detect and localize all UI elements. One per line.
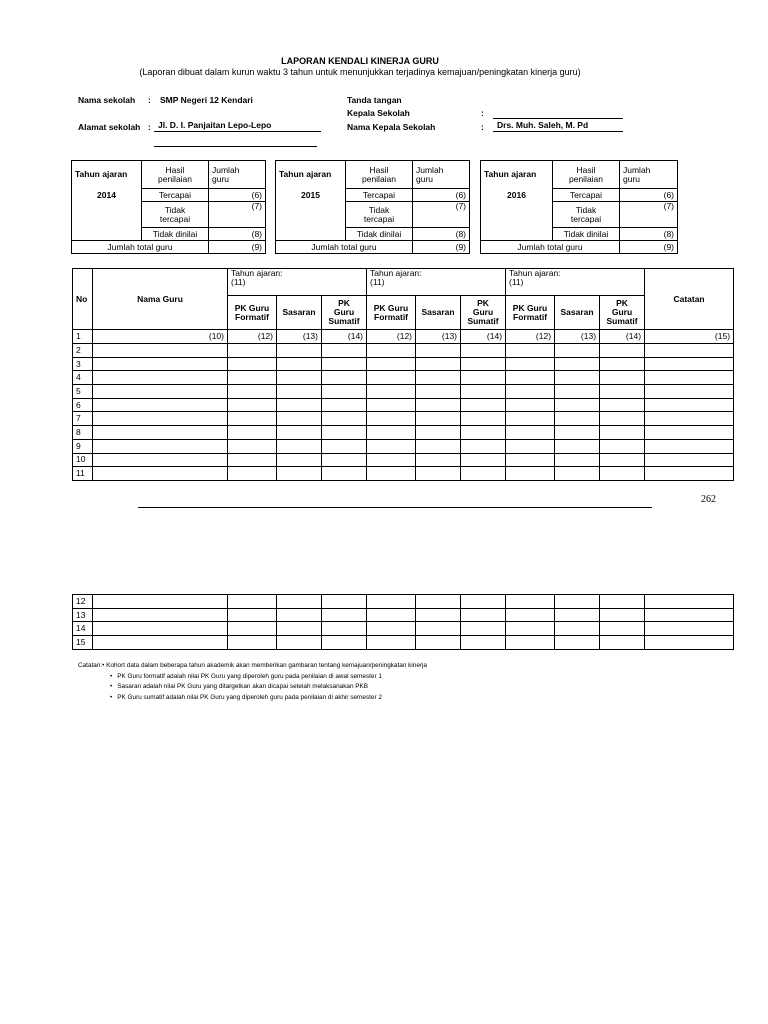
table-cell[interactable] [277, 453, 322, 467]
table-cell[interactable] [645, 357, 734, 371]
col-target-header: Sasaran [416, 296, 461, 330]
table-cell[interactable] [93, 608, 228, 622]
sign-label-2: Kepala Sekolah [347, 108, 410, 118]
summary-not-assessed: Tidak dinilai [553, 228, 620, 241]
footnote-list [78, 672, 427, 704]
table-cell[interactable] [367, 636, 416, 650]
table-cell[interactable] [93, 636, 228, 650]
summary-year-blank [276, 228, 346, 241]
table-cell[interactable] [93, 357, 228, 371]
summary-count-header: Jumlah guru [620, 161, 678, 189]
row-number: 4 [73, 371, 93, 385]
table-cell[interactable] [322, 385, 367, 399]
table-cell[interactable] [277, 412, 322, 426]
table-cell[interactable] [600, 412, 645, 426]
table-row [73, 385, 734, 399]
table-cell[interactable] [506, 426, 555, 440]
table-cell[interactable] [228, 398, 277, 412]
table-cell[interactable] [367, 608, 416, 622]
table-cell[interactable] [461, 398, 506, 412]
table-cell[interactable] [93, 439, 228, 453]
principal-value: Drs. Muh. Saleh, M. Pd [493, 120, 623, 132]
address-sep: : [148, 122, 151, 132]
summary-not-achieved: Tidak tercapai [553, 202, 620, 228]
row-number: 13 [73, 608, 93, 622]
table-cell[interactable] [367, 595, 416, 609]
table-cell[interactable] [555, 467, 600, 481]
table-cell[interactable] [506, 453, 555, 467]
principal-label: Nama Kepala Sekolah [347, 122, 436, 132]
code-name: (10) [93, 330, 228, 344]
table-cell[interactable] [277, 595, 322, 609]
summary-year-blank [72, 202, 142, 228]
table-cell[interactable] [416, 636, 461, 650]
table-cell[interactable] [416, 453, 461, 467]
summary-year-blank [481, 202, 553, 228]
table-cell[interactable] [600, 439, 645, 453]
summary-table-1 [71, 160, 266, 254]
summary-year-value: 2015 [276, 189, 346, 202]
table-cell[interactable] [461, 453, 506, 467]
table-cell[interactable] [600, 467, 645, 481]
table-cell[interactable] [645, 398, 734, 412]
table-cell[interactable] [416, 412, 461, 426]
table-row [73, 398, 734, 412]
row-number: 1 [73, 330, 93, 344]
summary-achieved: Tercapai [346, 189, 413, 202]
table-cell[interactable] [228, 357, 277, 371]
table-cell[interactable] [600, 344, 645, 358]
summary-code: (8) [209, 228, 266, 241]
summary-achieved: Tercapai [142, 189, 209, 202]
summary-not-achieved: Tidak tercapai [346, 202, 413, 228]
table-cell[interactable] [461, 622, 506, 636]
table-cell[interactable] [277, 371, 322, 385]
summary-code: (8) [620, 228, 678, 241]
table-cell[interactable] [277, 608, 322, 622]
table-cell[interactable] [600, 385, 645, 399]
table-cell[interactable] [506, 398, 555, 412]
table-cell[interactable] [93, 453, 228, 467]
table-cell[interactable] [555, 385, 600, 399]
table-cell[interactable] [600, 371, 645, 385]
page-title: LAPORAN KENDALI KINERJA GURU [281, 56, 439, 66]
summary-code: (7) [620, 202, 678, 228]
table-cell[interactable] [228, 467, 277, 481]
table-cell[interactable] [555, 636, 600, 650]
footnote-item: • PK Guru sumatif adalah nilai PK Guru yang diperoleh guru pada penilaian di akhir semester 2 [120, 693, 427, 704]
sign-sep: : [481, 108, 484, 118]
summary-total: Jumlah total guru [276, 241, 413, 254]
col-formative-header: PK Guru Formatif [367, 296, 416, 330]
table-cell[interactable] [228, 344, 277, 358]
school-value: SMP Negeri 12 Kendari [160, 95, 253, 105]
summary-not-achieved: Tidak tercapai [142, 202, 209, 228]
code-formative: (12) [506, 330, 555, 344]
table-cell[interactable] [645, 439, 734, 453]
row-number: 11 [73, 467, 93, 481]
code-formative: (12) [228, 330, 277, 344]
summary-code: (6) [413, 189, 470, 202]
table-row [73, 439, 734, 453]
table-cell[interactable] [461, 426, 506, 440]
summary-year-value: 2016 [481, 189, 553, 202]
table-cell[interactable] [461, 636, 506, 650]
table-cell[interactable] [416, 467, 461, 481]
table-cell[interactable] [93, 371, 228, 385]
table-cell[interactable] [367, 453, 416, 467]
table-cell[interactable] [461, 608, 506, 622]
table-cell[interactable] [367, 385, 416, 399]
table-cell[interactable] [277, 426, 322, 440]
code-formative: (12) [367, 330, 416, 344]
table-cell[interactable] [228, 412, 277, 426]
row-number: 14 [73, 622, 93, 636]
code-summative: (14) [600, 330, 645, 344]
row-number: 7 [73, 412, 93, 426]
table-row [73, 636, 734, 650]
table-cell[interactable] [277, 344, 322, 358]
summary-year-header: Tahun ajaran [72, 161, 142, 189]
school-label: Nama sekolah [78, 95, 136, 105]
table-cell[interactable] [645, 608, 734, 622]
table-cell[interactable] [277, 622, 322, 636]
table-cell[interactable] [228, 622, 277, 636]
table-cell[interactable] [506, 371, 555, 385]
summary-code: (7) [209, 202, 266, 228]
row-number: 6 [73, 398, 93, 412]
code-summative: (14) [461, 330, 506, 344]
summary-code: (6) [209, 189, 266, 202]
table-cell[interactable] [228, 385, 277, 399]
col-summative-header: PK Guru Sumatif [600, 296, 645, 330]
table-cell[interactable] [461, 371, 506, 385]
table-cell[interactable] [322, 595, 367, 609]
table-cell[interactable] [506, 357, 555, 371]
table-row [73, 344, 734, 358]
table-cell[interactable] [322, 398, 367, 412]
table-cell[interactable] [322, 357, 367, 371]
table-cell[interactable] [322, 371, 367, 385]
table-cell[interactable] [555, 622, 600, 636]
table-cell[interactable] [645, 453, 734, 467]
table-cell[interactable] [555, 439, 600, 453]
summary-year-header: Tahun ajaran [276, 161, 346, 189]
row-number: 12 [73, 595, 93, 609]
table-cell[interactable] [416, 439, 461, 453]
summary-year-value: 2014 [72, 189, 142, 202]
col-year-header: Tahun ajaran: (11) [228, 269, 367, 296]
teacher-table [72, 268, 734, 481]
signature-line [493, 118, 623, 119]
principal-sep: : [481, 122, 484, 132]
col-name-header: Nama Guru [93, 269, 228, 330]
row-number: 2 [73, 344, 93, 358]
table-cell[interactable] [506, 439, 555, 453]
table-cell[interactable] [645, 412, 734, 426]
table-cell[interactable] [322, 439, 367, 453]
address-line-2 [154, 146, 317, 147]
table-cell[interactable] [322, 344, 367, 358]
table-row [73, 467, 734, 481]
row-number: 9 [73, 439, 93, 453]
table-cell[interactable] [367, 398, 416, 412]
footnote-item: • Sasaran adalah nilai PK Guru yang ditargetkan akan dicapai setelah melaksanakan PKB [120, 682, 427, 693]
table-cell[interactable] [93, 622, 228, 636]
table-cell[interactable] [416, 344, 461, 358]
table-cell[interactable] [461, 595, 506, 609]
table-cell[interactable] [416, 398, 461, 412]
table-cell[interactable] [506, 636, 555, 650]
summary-total: Jumlah total guru [72, 241, 209, 254]
table-cell[interactable] [555, 357, 600, 371]
summary-count-header: Jumlah guru [413, 161, 470, 189]
code-summative: (14) [322, 330, 367, 344]
col-summative-header: PK Guru Sumatif [461, 296, 506, 330]
table-cell[interactable] [277, 385, 322, 399]
table-cell[interactable] [600, 622, 645, 636]
summary-achieved: Tercapai [553, 189, 620, 202]
table-cell[interactable] [277, 398, 322, 412]
row-number: 3 [73, 357, 93, 371]
table-cell[interactable] [367, 412, 416, 426]
table-cell[interactable] [506, 595, 555, 609]
table-cell[interactable] [461, 357, 506, 371]
table-cell[interactable] [600, 608, 645, 622]
table-cell[interactable] [228, 453, 277, 467]
table-cell[interactable] [506, 412, 555, 426]
sign-label-1: Tanda tangan [347, 95, 402, 105]
row-number: 10 [73, 453, 93, 467]
footnotes [78, 661, 427, 703]
table-cell[interactable] [645, 467, 734, 481]
table-cell[interactable] [555, 371, 600, 385]
row-number: 8 [73, 426, 93, 440]
table-row [73, 453, 734, 467]
table-cell[interactable] [506, 344, 555, 358]
table-cell[interactable] [228, 439, 277, 453]
table-cell[interactable] [555, 595, 600, 609]
summary-table-3 [480, 160, 678, 254]
col-summative-header: PK Guru Sumatif [322, 296, 367, 330]
table-row [73, 426, 734, 440]
table-cell[interactable] [93, 467, 228, 481]
table-cell[interactable] [506, 467, 555, 481]
teacher-table-continued [72, 594, 734, 650]
table-cell[interactable] [277, 467, 322, 481]
table-cell[interactable] [555, 344, 600, 358]
summary-year-blank [72, 228, 142, 241]
summary-code: (9) [209, 241, 266, 254]
table-cell[interactable] [322, 636, 367, 650]
table-cell[interactable] [416, 371, 461, 385]
table-cell[interactable] [93, 385, 228, 399]
summary-result-header: Hasil penilaian [553, 161, 620, 189]
table-cell[interactable] [416, 608, 461, 622]
table-cell[interactable] [228, 426, 277, 440]
table-cell[interactable] [645, 426, 734, 440]
summary-not-assessed: Tidak dinilai [142, 228, 209, 241]
table-cell[interactable] [600, 453, 645, 467]
col-formative-header: PK Guru Formatif [506, 296, 555, 330]
table-cell[interactable] [461, 344, 506, 358]
table-cell[interactable] [645, 622, 734, 636]
col-no-header: No [73, 269, 93, 330]
table-cell[interactable] [367, 467, 416, 481]
table-row [73, 608, 734, 622]
table-cell[interactable] [367, 357, 416, 371]
table-cell[interactable] [93, 398, 228, 412]
row-number: 5 [73, 385, 93, 399]
table-cell[interactable] [367, 426, 416, 440]
summary-result-header: Hasil penilaian [142, 161, 209, 189]
table-cell[interactable] [416, 595, 461, 609]
table-cell[interactable] [506, 622, 555, 636]
page-number: 262 [701, 494, 716, 505]
code-target: (13) [277, 330, 322, 344]
table-cell[interactable] [228, 636, 277, 650]
table-cell[interactable] [461, 385, 506, 399]
table-cell[interactable] [416, 357, 461, 371]
table-cell[interactable] [600, 357, 645, 371]
table-row [73, 371, 734, 385]
table-cell[interactable] [322, 467, 367, 481]
col-year-header: Tahun ajaran: (11) [367, 269, 506, 296]
school-sep: : [148, 95, 151, 105]
table-cell[interactable] [645, 636, 734, 650]
footnote-item: • PK Guru formatif adalah nilai PK Guru yang diperoleh guru pada penilaian di awal semester 1 [120, 672, 427, 683]
table-cell[interactable] [645, 385, 734, 399]
footnote-intro: Catatan:• Kohort data dalam beberapa tahun akademik akan memberikan gambaran tentang kemajuan/peningkatan kinerja [78, 662, 427, 669]
col-formative-header: PK Guru Formatif [228, 296, 277, 330]
summary-year-header: Tahun ajaran [481, 161, 553, 189]
table-cell[interactable] [600, 595, 645, 609]
summary-code: (9) [413, 241, 470, 254]
table-row [73, 595, 734, 609]
summary-code: (6) [620, 189, 678, 202]
table-cell[interactable] [322, 453, 367, 467]
table-cell[interactable] [600, 636, 645, 650]
summary-count-header: Jumlah guru [209, 161, 266, 189]
table-row [73, 622, 734, 636]
table-cell[interactable] [228, 608, 277, 622]
code-notes: (15) [645, 330, 734, 344]
page-divider [138, 507, 652, 508]
table-cell[interactable] [93, 426, 228, 440]
summary-year-blank [276, 202, 346, 228]
table-cell[interactable] [555, 398, 600, 412]
table-cell[interactable] [645, 344, 734, 358]
summary-result-header: Hasil penilaian [346, 161, 413, 189]
table-cell[interactable] [416, 385, 461, 399]
table-cell[interactable] [367, 371, 416, 385]
summary-code: (8) [413, 228, 470, 241]
col-notes-header: Catatan [645, 269, 734, 330]
table-cell[interactable] [277, 439, 322, 453]
table-cell[interactable] [555, 426, 600, 440]
code-target: (13) [555, 330, 600, 344]
table-cell[interactable] [322, 622, 367, 636]
table-cell[interactable] [93, 344, 228, 358]
table-cell[interactable] [461, 467, 506, 481]
table-cell[interactable] [600, 398, 645, 412]
summary-year-blank [481, 228, 553, 241]
table-cell[interactable] [367, 344, 416, 358]
col-target-header: Sasaran [277, 296, 322, 330]
table-cell[interactable] [555, 412, 600, 426]
table-cell[interactable] [600, 426, 645, 440]
table-cell[interactable] [461, 439, 506, 453]
table-cell[interactable] [461, 412, 506, 426]
table-row [73, 412, 734, 426]
table-cell[interactable] [277, 357, 322, 371]
summary-code: (7) [413, 202, 470, 228]
table-cell[interactable] [322, 426, 367, 440]
table-cell[interactable] [93, 412, 228, 426]
row-number: 15 [73, 636, 93, 650]
table-cell[interactable] [322, 412, 367, 426]
table-cell[interactable] [93, 595, 228, 609]
table-cell[interactable] [228, 371, 277, 385]
table-cell[interactable] [277, 636, 322, 650]
code-target: (13) [416, 330, 461, 344]
summary-table-2 [275, 160, 470, 254]
table-cell[interactable] [367, 622, 416, 636]
address-label: Alamat sekolah [78, 122, 141, 132]
table-cell[interactable] [416, 426, 461, 440]
address-value: Jl. D. I. Panjaitan Lepo-Lepo [154, 120, 321, 132]
table-cell[interactable] [555, 453, 600, 467]
col-year-header: Tahun ajaran: (11) [506, 269, 645, 296]
page-subtitle: (Laporan dibuat dalam kurun waktu 3 tahun untuk menunjukkan terjadinya kemajuan/peningkatan kinerja guru) [139, 67, 581, 77]
table-row [73, 357, 734, 371]
table-cell[interactable] [322, 608, 367, 622]
summary-total: Jumlah total guru [481, 241, 620, 254]
table-cell[interactable] [228, 595, 277, 609]
table-cell[interactable] [506, 608, 555, 622]
table-cell[interactable] [506, 385, 555, 399]
table-cell[interactable] [645, 371, 734, 385]
summary-code: (9) [620, 241, 678, 254]
table-cell[interactable] [416, 622, 461, 636]
col-target-header: Sasaran [555, 296, 600, 330]
table-cell[interactable] [555, 608, 600, 622]
summary-not-assessed: Tidak dinilai [346, 228, 413, 241]
table-cell[interactable] [367, 439, 416, 453]
table-row [73, 330, 734, 344]
table-cell[interactable] [645, 595, 734, 609]
